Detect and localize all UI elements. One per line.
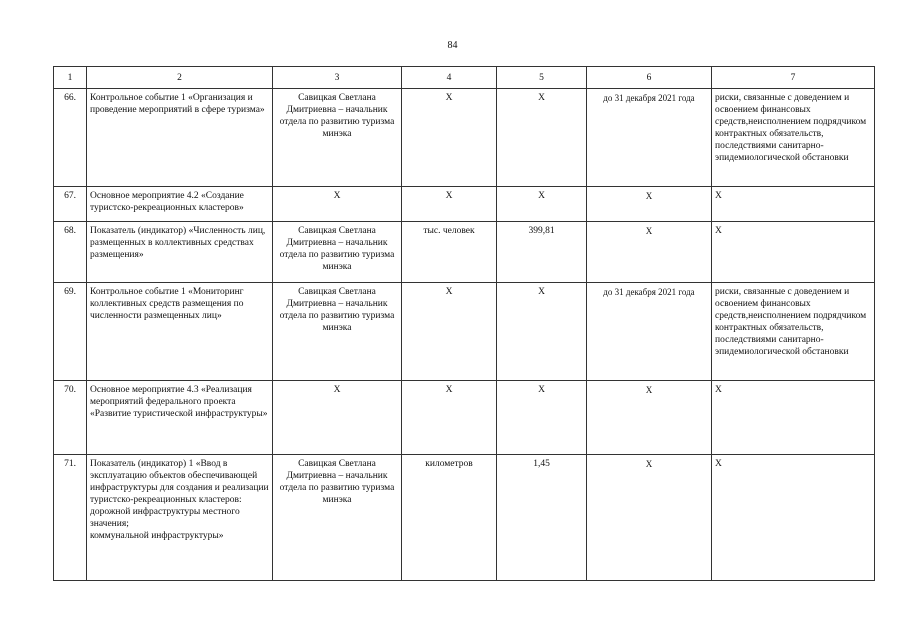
deadline: Х	[587, 222, 712, 283]
row-number: 68.	[54, 222, 87, 283]
deadline: Х	[587, 381, 712, 455]
responsible-person: Савицкая Светлана Дмитриевна – начальник отдела по развитию туризма минэка	[273, 283, 402, 381]
row-number: 71.	[54, 455, 87, 581]
indicator-name	[87, 455, 273, 581]
responsible-person: Х	[273, 187, 402, 222]
table-row	[54, 283, 875, 381]
unit-of-measure: тыс. человек	[402, 222, 497, 283]
header-cell-1: 1	[54, 67, 87, 89]
deadline: Х	[587, 455, 712, 581]
responsible-person: Х	[273, 381, 402, 455]
event-name: Основное мероприятие 4.2 «Создание туристско-рекреационных кластеров»	[87, 187, 273, 222]
unit-of-measure: километров	[402, 455, 497, 581]
target-value: Х	[497, 283, 587, 381]
table-row	[54, 89, 875, 187]
target-value: 399,81	[497, 222, 587, 283]
event-name: Контрольное событие 1 «Организация и проведение мероприятий в сфере туризма»	[87, 89, 273, 187]
row-number: 67.	[54, 187, 87, 222]
indicator-name-line: Показатель (индикатор) 1 «Ввод в эксплуатацию объектов обеспечивающей инфраструктуры для создания и реализации туристско-рекреационных кластеров:	[90, 459, 269, 505]
responsible-person: Савицкая Светлана Дмитриевна – начальник отдела по развитию туризма минэка	[273, 455, 402, 581]
table-header-row	[54, 67, 875, 89]
deadline: до 31 декабря 2021 года	[587, 89, 712, 187]
program-table	[53, 66, 875, 581]
risks: Х	[712, 222, 875, 283]
risks: Х	[712, 381, 875, 455]
row-number: 66.	[54, 89, 87, 187]
deadline: Х	[587, 187, 712, 222]
header-cell-6: 6	[587, 67, 712, 89]
row-number: 69.	[54, 283, 87, 381]
header-cell-7: 7	[712, 67, 875, 89]
header-cell-4: 4	[402, 67, 497, 89]
table-row	[54, 381, 875, 455]
unit-of-measure: Х	[402, 89, 497, 187]
target-value: Х	[497, 187, 587, 222]
risks: Х	[712, 187, 875, 222]
event-name: Основное мероприятие 4.3 «Реализация мероприятий федерального проекта «Развитие туристической инфраструктуры»	[87, 381, 273, 455]
unit-of-measure: Х	[402, 283, 497, 381]
indicator-name-line: коммунальной инфраструктуры»	[90, 531, 224, 541]
header-cell-3: 3	[273, 67, 402, 89]
event-name: Контрольное событие 1 «Мониторинг коллективных средств размещения по численности размещенных лиц»	[87, 283, 273, 381]
unit-of-measure: Х	[402, 381, 497, 455]
responsible-person: Савицкая Светлана Дмитриевна – начальник отдела по развитию туризма минэка	[273, 222, 402, 283]
target-value: Х	[497, 381, 587, 455]
indicator-name-line: дорожной инфраструктуры местного значения;	[90, 507, 240, 529]
unit-of-measure: Х	[402, 187, 497, 222]
target-value: 1,45	[497, 455, 587, 581]
risks: риски, связанные с доведением и освоением финансовых средств,неисполнением подрядчиком контрактных обязательств, последствиями санитарно-эпидемиологической обстановки	[712, 283, 875, 381]
indicator-name: Показатель (индикатор) «Численность лиц, размещенных в коллективных средствах размещения»	[87, 222, 273, 283]
table-row	[54, 187, 875, 222]
risks: риски, связанные с доведением и освоением финансовых средств,неисполнением подрядчиком контрактных обязательств, последствиями санитарно-эпидемиологической обстановки	[712, 89, 875, 187]
risks: Х	[712, 455, 875, 581]
target-value: Х	[497, 89, 587, 187]
deadline: до 31 декабря 2021 года	[587, 283, 712, 381]
responsible-person: Савицкая Светлана Дмитриевна – начальник отдела по развитию туризма минэка	[273, 89, 402, 187]
page-number: 84	[447, 40, 458, 51]
table-row	[54, 455, 875, 581]
header-cell-2: 2	[87, 67, 273, 89]
table-row	[54, 222, 875, 283]
row-number: 70.	[54, 381, 87, 455]
header-cell-5: 5	[497, 67, 587, 89]
